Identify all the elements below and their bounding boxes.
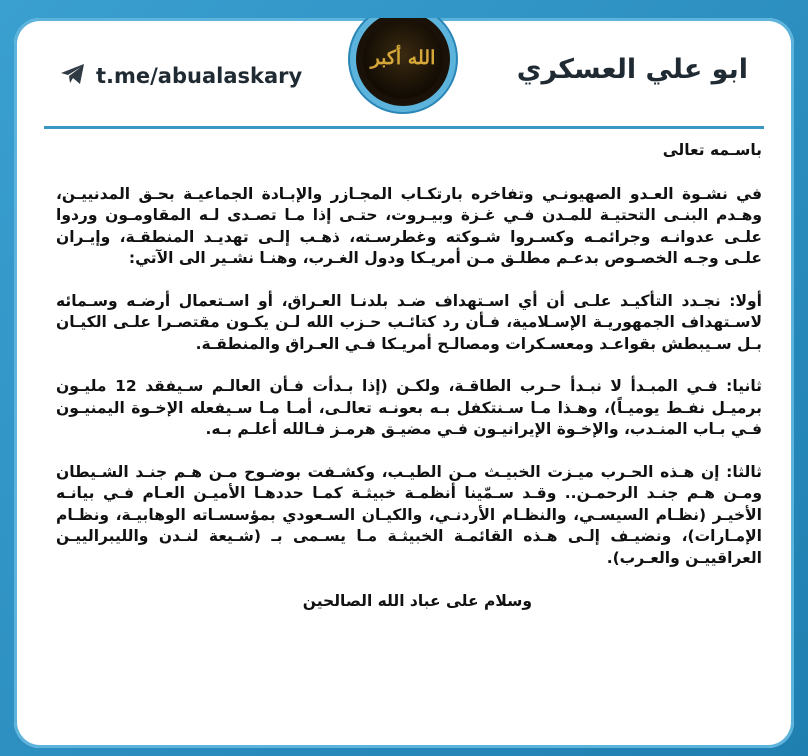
- statement-card: [14, 18, 794, 748]
- opening-line: باسـمه تعالى: [662, 141, 762, 159]
- card-header: [14, 18, 794, 128]
- closing-line: وسلام على عباد الله الصالحين: [302, 592, 532, 610]
- channel-link[interactable]: [60, 58, 302, 94]
- header-divider: [44, 126, 764, 129]
- telegram-plane-icon: [60, 63, 86, 90]
- takbir-seal-logo: [356, 18, 450, 106]
- seal-calligraphy: الله أكبر: [363, 19, 443, 99]
- author-name: ابو علي العسكري: [516, 54, 748, 85]
- point-first: أولا: نجـدد التأكيـد علـى أن أي اسـتهداف ضـد بلدنـا العـراق، أو اسـتعمال أرضـه وسـمائه لاسـتهداف الجمهوريـة الإسـلامية، فـأن رد كتائـب حـزب الله لـن يكـون مقتصـرا علـى الكيـان بـل سـيبطش بقواعـد ومعسـكرات ومصالـح أمريـكا فـي العـراق والمنطقـة.: [56, 291, 762, 353]
- point-second: ثانيا: فـي المبـدأ لا نبـدأ حـرب الطاقـة، ولكـن (إذا بـدأت فـأن العالـم سـيفقد 12 مليـون برميـل نفـط يوميـاً)، وهـذا مـا سـنتكفل بـه بعونـه تعالـى، أمـا مـا سـيفعله الإخـوة اليمنيـون فـي بـاب المنـدب، والإخـوة الإيرانيـون فـي مضيـق هرمـز فـالله أعلـم بـه.: [56, 377, 762, 438]
- point-third: ثالثا: إن هـذه الحـرب ميـزت الخبيـث مـن الطيـب، وكشـفت بوضـوح مـن هـم جنـد الشـيطان ومـن هـم جنـد الرحمـن.. وقـد سـمّينا أنظمـة خبيثـة كمـا حددهـا الأميـن العـام فـي بيانـه الأخيـر (نظـام السيسـي، والنظـام الأردنـي، والكيـان السـعودي بمؤسسـاته الوهابيـة، ونظـام الإمـارات)، ونضيـف إلـى هـذه القائمـة الخبيثـة مـا يسـمى بـ (شـيعة لنـدن والليبرالييـن العراقييـن والعـرب).: [56, 462, 762, 567]
- channel-link-text: t.me/abualaskary: [96, 64, 303, 88]
- statement-body: [56, 140, 762, 613]
- intro-paragraph: في نشـوة العـدو الصهيونـي وتفاخره بارتكـاب المجـازر والإبـادة الجماعيـة بحـق المدنييـن، وهـدم البنـى التحتيـة للمـدن فـي غـزة وبيـروت، حتـى إذا مـا تصـدى لـه المقاومـون وردوا علـى عدوانـه وجرائمـه وكسـروا شـوكته وغطرسـته، ذهـب إلـى تهديـد المنطقـة، وإيـران علـى وجـه الخصـوص بدعـم مطلـق مـن أمريـكا ودول الغـرب، وهنـا نشـير الى الآتي:: [56, 184, 762, 267]
